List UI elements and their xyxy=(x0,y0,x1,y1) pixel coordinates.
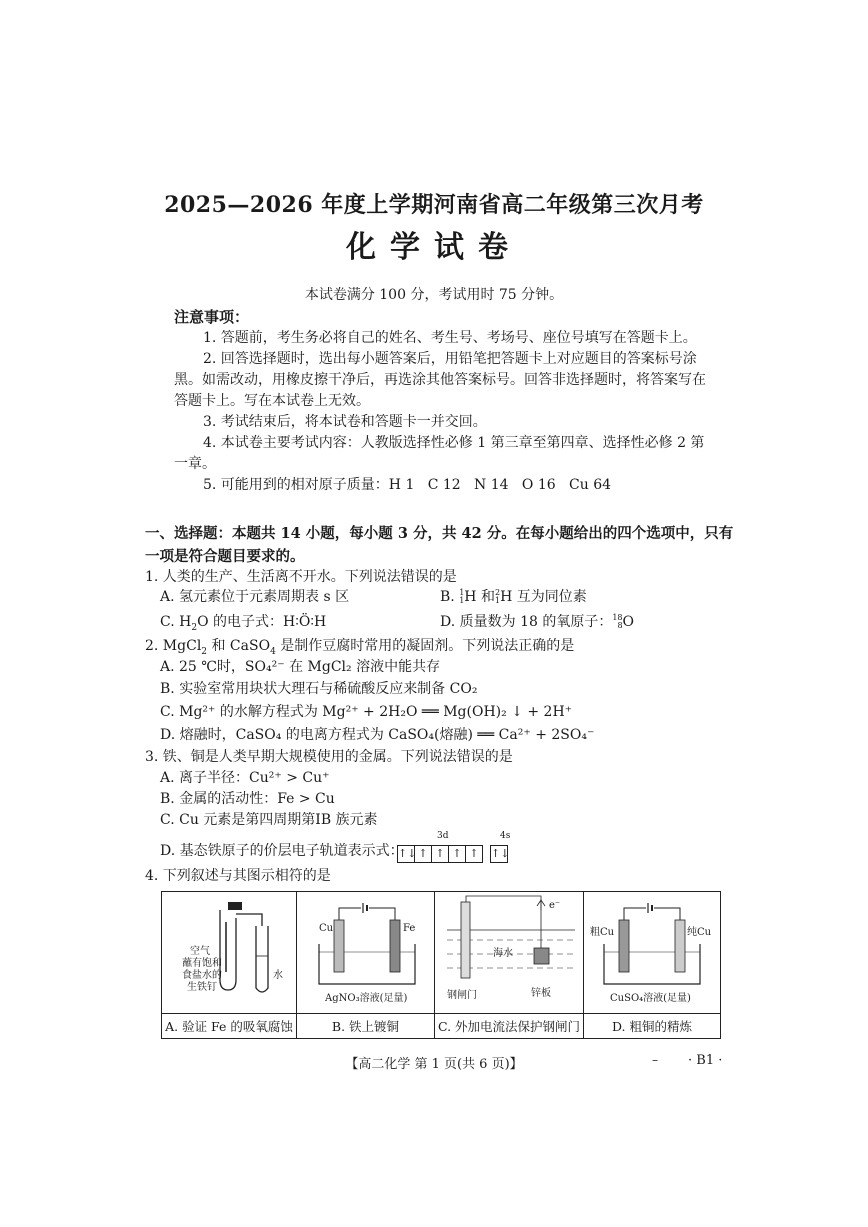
q4-stem: 4. 下列叙述与其图示相符的是 xyxy=(145,868,331,884)
exam-title: 2025—2026 年度上学期河南省高二年级第三次月考 xyxy=(164,192,704,218)
fig-b-solution-label: AgNO₃溶液(足量) xyxy=(325,993,408,1004)
notice-line-7: 一章。 xyxy=(174,456,216,472)
fig-d-caption: D. 粗铜的精炼 xyxy=(584,1013,720,1039)
figure-a-drawing xyxy=(162,892,297,1013)
fig-d-pure-cu-label: 纯Cu xyxy=(687,927,712,938)
notice-line-3: 黑。如需改动，用橡皮擦干净后，再选涂其他答案标号。回答非选择题时，将答案写在 xyxy=(174,372,706,388)
section-heading: 一、选择题：本题共 14 小题，每小题 3 分，共 42 分。在每小题给出的四个选项中，只有一项是符合题目要求的。 xyxy=(145,525,734,565)
notice-line-1: 1. 答题前，考生务必将自己的姓名、考生号、考场号、座位号填写在答题卡上。 xyxy=(203,330,697,346)
footer-mark: – xyxy=(652,1053,658,1067)
q2-option-c: C. Mg²⁺ 的水解方程式为 Mg²⁺ + 2H₂O ══ Mg(OH)₂ ↓ + 2H⁺ xyxy=(160,704,573,720)
q3-option-c: C. Cu 元素是第四周期第ⅠB 族元素 xyxy=(160,812,378,828)
fig-c-plate-label: 锌板 xyxy=(531,988,551,999)
fig-c-caption: C. 外加电流法保护钢闸门 xyxy=(435,1013,583,1039)
notice-line-8: 5. 可能用到的相对原子质量：H 1 C 12 N 14 O 16 Cu 64 xyxy=(203,477,612,493)
fig-b-cu-label: Cu xyxy=(319,923,334,934)
q1-option-c: C. $H_2O$ 的电子式：H∶Ö∶H xyxy=(160,614,327,633)
fig-b-caption: B. 铁上镀铜 xyxy=(297,1013,434,1039)
fig-a-caption: A. 验证 Fe 的吸氧腐蚀 xyxy=(162,1013,296,1039)
fig-c-sea-label: 海水 xyxy=(493,948,513,959)
q4-figure-table xyxy=(161,891,721,1039)
q3-option-a: A. 离子半径：Cu²⁺ > Cu⁺ xyxy=(160,770,330,786)
orbital-box-4s: ↑↓ xyxy=(490,845,508,863)
figure-a xyxy=(162,892,297,1038)
fig-b-fe-label: Fe xyxy=(403,923,416,934)
q3-stem: 3. 铁、铜是人类早期大规模使用的金属。下列说法错误的是 xyxy=(145,749,513,765)
notice-line-6: 4. 本试卷主要考试内容：人教版选择性必修 1 第三章至第四章、选择性必修 2 第 xyxy=(203,435,705,451)
notice-heading: 注意事项： xyxy=(174,308,250,326)
orbital-box-3d-4: ↑ xyxy=(448,845,466,863)
q1-option-d: D. 质量数为 18 的氧原子：18 8O xyxy=(440,613,635,630)
notice-line-2: 2. 回答选择题时，选出每小题答案后，用铅笔把答题卡上对应题目的答案标号涂 xyxy=(203,351,697,367)
fig-a-air-label: 空气 xyxy=(190,946,210,957)
subject-title: 化学试卷 xyxy=(346,230,522,265)
page-footer: 【高二化学 第 1 页(共 6 页)】 xyxy=(345,1057,523,1072)
fig-a-water-label: 水 xyxy=(273,970,283,981)
exam-intro: 本试卷满分 100 分，考试用时 75 分钟。 xyxy=(304,287,564,303)
q2-option-b: B. 实验室常用块状大理石与稀硫酸反应来制备 CO₂ xyxy=(160,681,478,697)
figure-b xyxy=(297,892,435,1038)
q1-option-a: A. 氢元素位于元素周期表 s 区 xyxy=(160,589,350,605)
q2-option-a: A. 25 ℃时，SO₄²⁻ 在 MgCl₂ 溶液中能共存 xyxy=(160,659,441,675)
fig-c-gate-label: 钢闸门 xyxy=(447,990,477,1001)
orbital-box-3d-1: ↑↓ xyxy=(397,845,415,863)
notice-line-4: 答题卡上。写在本试卷上无效。 xyxy=(174,393,370,409)
notice-line-5: 3. 考试结束后，将本试卷和答题卡一并交回。 xyxy=(203,414,487,430)
orbital-box-3d-2: ↑ xyxy=(414,845,432,863)
q1-stem: 1. 人类的生产、生活离不开水。下列说法错误的是 xyxy=(145,569,457,585)
fig-a-nail-label: 蘸有饱和食盐水的生铁钉 xyxy=(182,958,222,993)
orbital-diagram xyxy=(397,843,510,863)
q2-stem: 2. MgCl$_2$ 和 CaSO$_4$ 是制作豆腐时常用的凝固剂。下列说法正确的是 xyxy=(145,638,575,657)
orbital-box-3d-5: ↑ xyxy=(465,845,483,863)
q3-option-b: B. 金属的活动性：Fe > Cu xyxy=(160,791,335,807)
q3-option-d: D. 基态铁原子的价层电子轨道表示式： xyxy=(160,843,404,859)
figure-d xyxy=(584,892,720,1038)
orbital-4s-label: 4s xyxy=(500,831,511,841)
q2-option-d: D. 熔融时，CaSO₄ 的电离方程式为 CaSO₄(熔融) ══ Ca²⁺ + 2SO₄⁻ xyxy=(160,727,595,743)
fig-c-electron-label: e⁻ xyxy=(549,900,561,911)
fig-d-crude-cu-label: 粗Cu xyxy=(590,927,615,938)
q1-option-b: B. 1 1H 和2 1H 互为同位素 xyxy=(440,588,587,605)
orbital-box-3d-3: ↑ xyxy=(431,845,449,863)
fig-d-solution-label: CuSO₄溶液(足量) xyxy=(610,993,691,1004)
footer-code: · B1 · xyxy=(688,1053,723,1068)
orbital-3d-label: 3d xyxy=(437,831,449,841)
figure-c xyxy=(435,892,584,1038)
